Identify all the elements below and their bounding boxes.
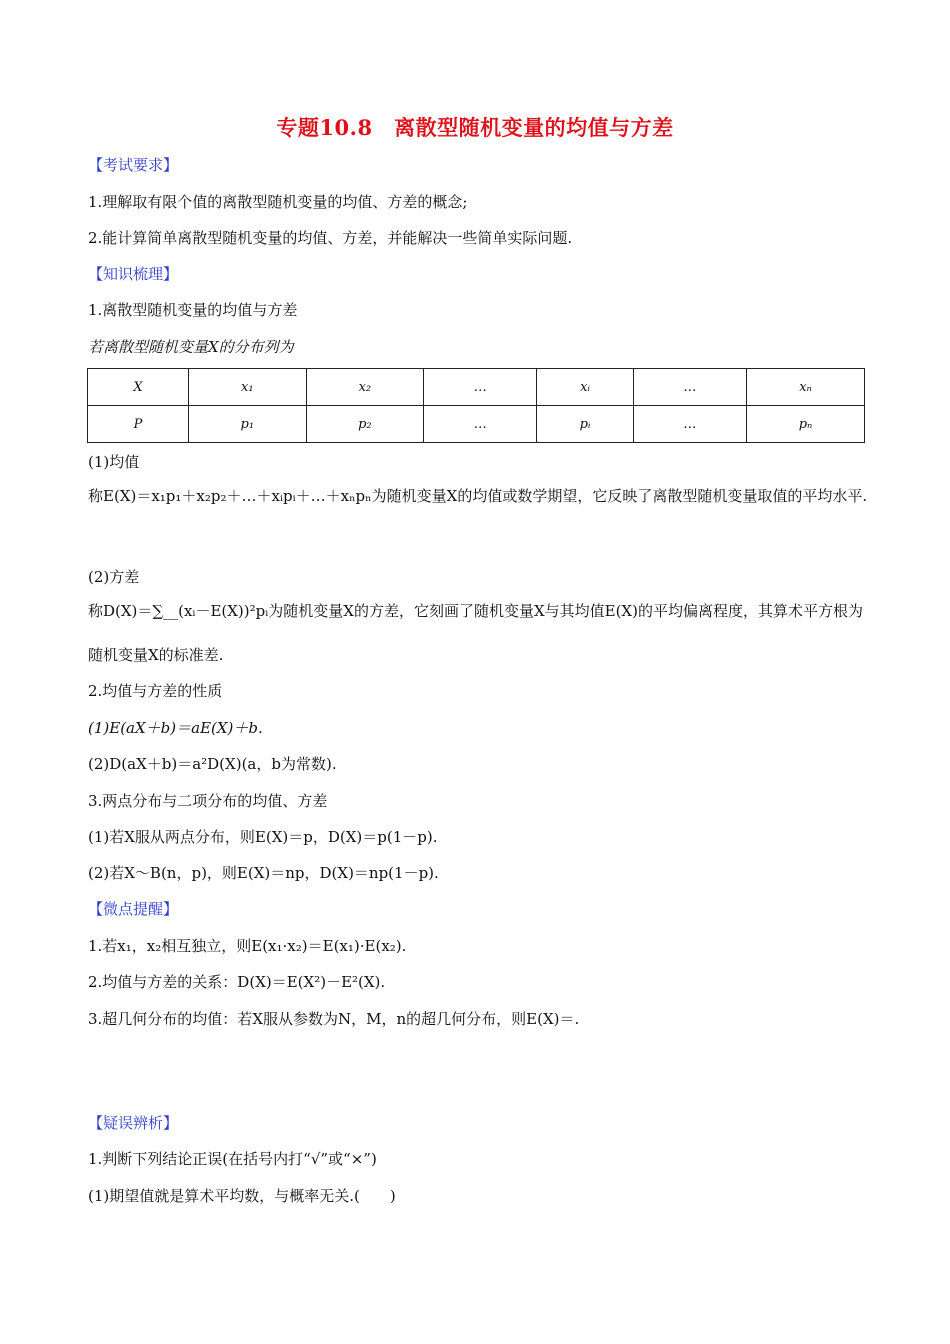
section-knowledge: 【知识梳理】 [88, 265, 179, 283]
table-cell: x₂ [306, 369, 424, 406]
table-cell: x₁ [189, 369, 307, 406]
table-row-x [88, 369, 865, 406]
table-cell: p₂ [306, 406, 424, 443]
distribution-1: (1)若X服从两点分布，则E(X)＝p，D(X)＝p(1－p). [88, 828, 438, 846]
section-exam-requirements: 【考试要求】 [88, 156, 179, 174]
section-errors: 【疑误辨析】 [88, 1114, 179, 1132]
error-item-1: 1.判断下列结论正误(在括号内打“√”或“×”) [88, 1150, 377, 1168]
exam-item-1: 1.理解取有限个值的离散型随机变量的均值、方差的概念; [88, 193, 468, 211]
page-title: 专题10.8 离散型随机变量的均值与方差 [276, 115, 674, 140]
variance-heading: (2)方差 [88, 568, 140, 586]
table-cell: … [424, 406, 537, 443]
table-cell: X [88, 369, 189, 406]
tip-item-1: 1.若x₁，x₂相互独立，则E(x₁·x₂)＝E(x₁)·E(x₂). [88, 937, 407, 955]
table-cell: … [424, 369, 537, 406]
exam-item-2: 2.能计算简单离散型随机变量的均值、方差，并能解决一些简单实际问题. [88, 229, 573, 247]
table-cell: … [633, 369, 746, 406]
mean-heading: (1)均值 [88, 453, 140, 471]
property-2: (2)D(aX＋b)＝a²D(X)(a，b为常数). [88, 755, 337, 773]
table-cell: xₙ [746, 369, 864, 406]
distribution-table [87, 368, 865, 443]
knowledge-heading-2: 2.均值与方差的性质 [88, 682, 223, 700]
table-cell: xᵢ [537, 369, 633, 406]
knowledge-heading-3: 3.两点分布与二项分布的均值、方差 [88, 792, 328, 810]
table-cell: pₙ [746, 406, 864, 443]
table-row-p [88, 406, 865, 443]
table-cell: p₁ [189, 406, 307, 443]
distribution-intro: 若离散型随机变量X的分布列为 [88, 338, 294, 356]
table-cell: … [633, 406, 746, 443]
variance-definition: 称D(X)＝∑__(xᵢ－E(X))²pᵢ为随机变量X的方差，它刻画了随机变量X与其均值E(X)的平均偏离程度，其算术平方根为随机变量X的标准差. [88, 602, 863, 664]
section-tips: 【微点提醒】 [88, 900, 179, 918]
tip-item-2: 2.均值与方差的关系：D(X)＝E(X²)－E²(X). [88, 973, 386, 991]
distribution-2: (2)若X～B(n，p)，则E(X)＝np，D(X)＝np(1－p). [88, 864, 439, 882]
table-cell: pᵢ [537, 406, 633, 443]
mean-definition: 称E(X)＝x₁p₁＋x₂p₂＋…＋xᵢpᵢ＋…＋xₙpₙ为随机变量X的均值或数学期望，它反映了离散型随机变量取值的平均水平. [88, 487, 868, 505]
tip-item-3: 3.超几何分布的均值：若X服从参数为N，M，n的超几何分布，则E(X)＝. [88, 1010, 580, 1028]
table-cell: P [88, 406, 189, 443]
knowledge-heading-1: 1.离散型随机变量的均值与方差 [88, 301, 298, 319]
property-1: (1)E(aX＋b)＝aE(X)＋b. [88, 719, 263, 737]
error-item-2: (1)期望值就是算术平均数，与概率无关.( ) [88, 1187, 396, 1205]
